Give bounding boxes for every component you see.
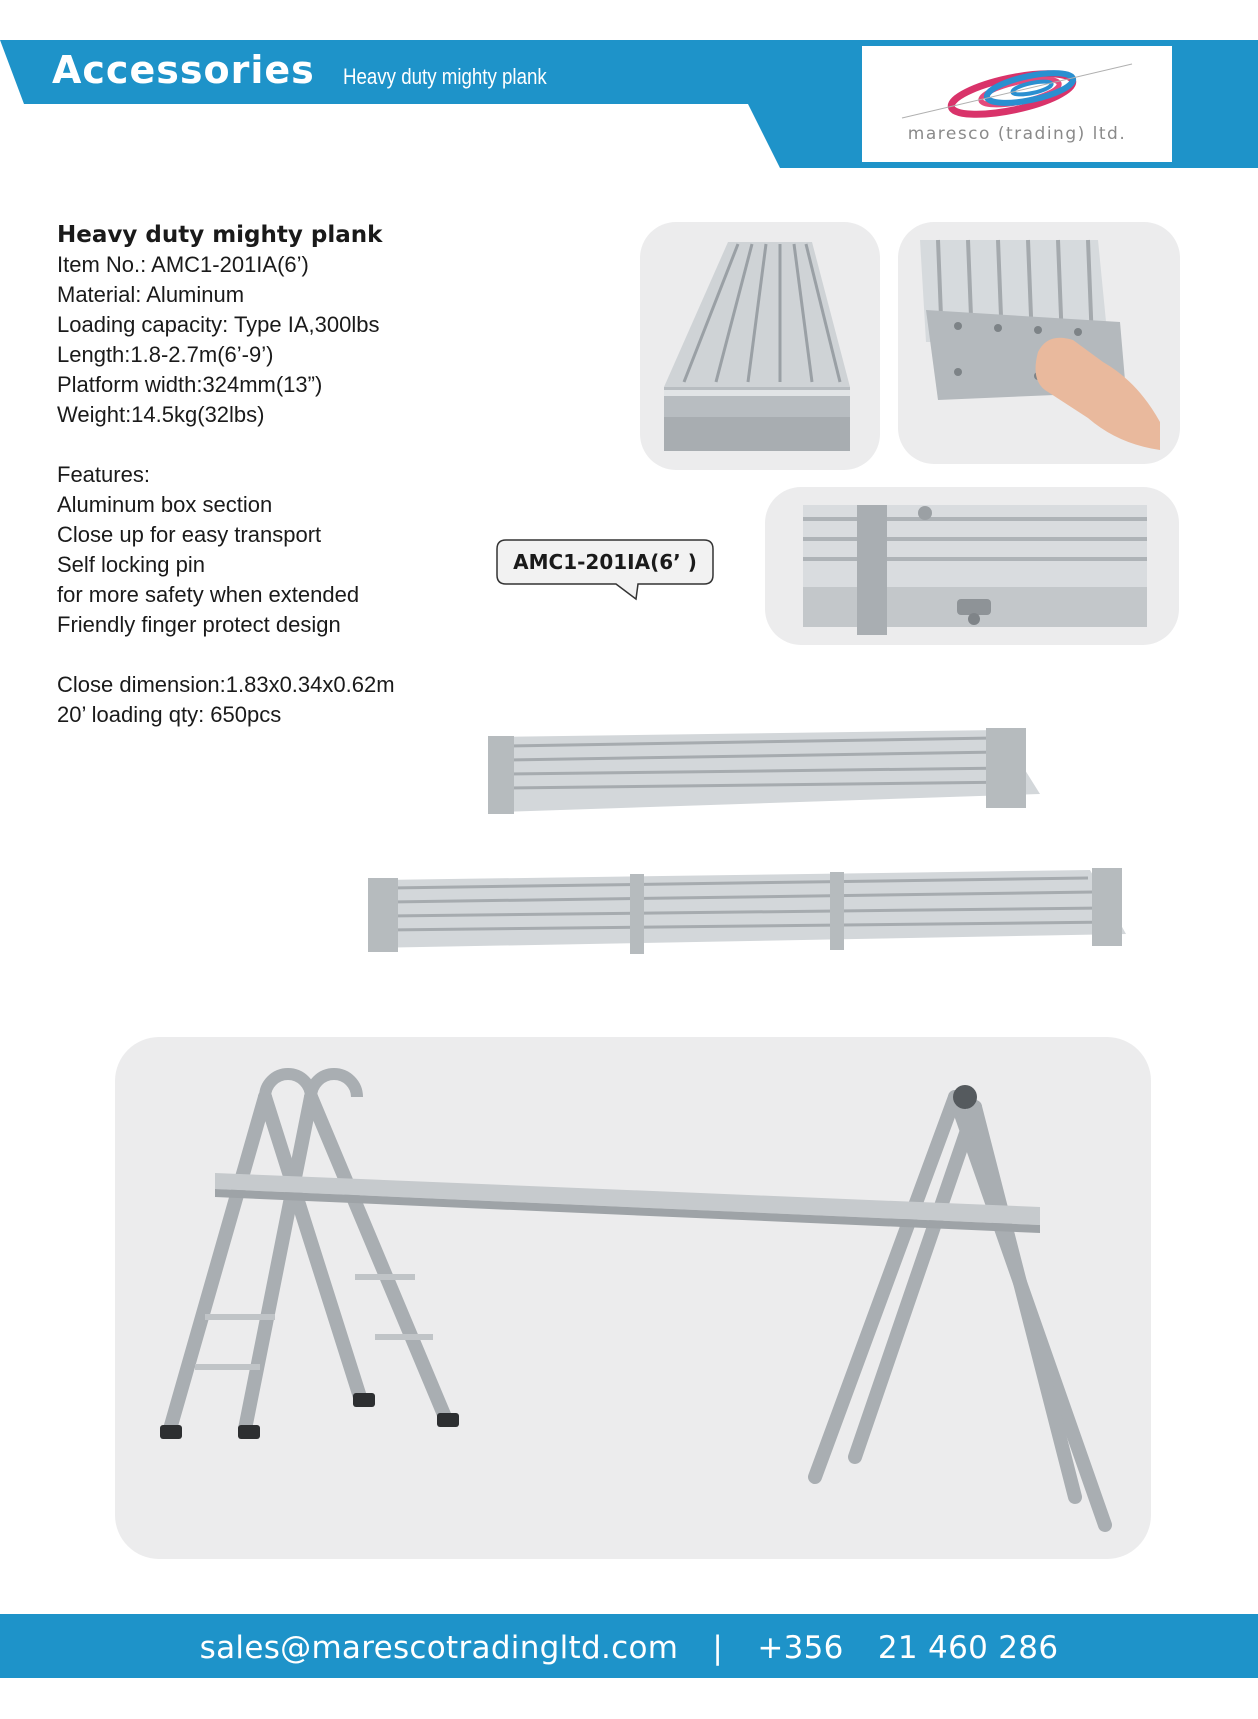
plank-top-illustration bbox=[640, 222, 880, 470]
spec-weight: Weight:14.5kg(32lbs) bbox=[57, 402, 265, 427]
page-subtitle: Heavy duty mighty plank bbox=[343, 64, 547, 89]
feature-item: Aluminum box section bbox=[57, 492, 273, 517]
feature-item: Close up for easy transport bbox=[57, 522, 322, 547]
spec-loading-capacity: Loading capacity: Type IA,300lbs bbox=[57, 312, 380, 337]
feature-item: Self locking pin bbox=[57, 552, 205, 577]
footer-email[interactable]: sales@marescotradingltd.com bbox=[199, 1630, 679, 1666]
feature-item: for more safety when extended bbox=[57, 582, 360, 607]
header-band bbox=[0, 0, 1258, 170]
swirl-logo-icon bbox=[862, 46, 1172, 162]
plank-closed-image bbox=[470, 722, 1045, 817]
product-specs bbox=[57, 222, 477, 730]
footer-contact bbox=[0, 1630, 1258, 1666]
company-logo bbox=[862, 46, 1172, 162]
ladders-scene-illustration bbox=[115, 1037, 1151, 1559]
product-name: Heavy duty mighty plank bbox=[57, 222, 383, 248]
footer-separator: | bbox=[712, 1630, 724, 1666]
finger-protect-illustration bbox=[898, 222, 1180, 464]
spec-length: Length:1.8-2.7m(6’-9’) bbox=[57, 342, 274, 367]
feature-item: Friendly finger protect design bbox=[57, 612, 341, 637]
photo-plank-top bbox=[640, 222, 880, 470]
footer-phone-number[interactable]: 21 460 286 bbox=[877, 1630, 1059, 1666]
logo-text: maresco (trading) ltd. bbox=[907, 124, 1127, 144]
photo-plank-on-ladders bbox=[115, 1037, 1151, 1559]
spec-item-no: Item No.: AMC1-201IA(6’) bbox=[57, 252, 309, 277]
spec-platform-width: Platform width:324mm(13”) bbox=[57, 372, 323, 397]
photo-locking-pin bbox=[765, 487, 1179, 645]
close-dimension: Close dimension:1.83x0.34x0.62m bbox=[57, 672, 395, 697]
plank-extended-image bbox=[360, 862, 1130, 957]
callout-label: AMC1-201IA(6’ ) bbox=[513, 550, 697, 574]
loading-qty: 20’ loading qty: 650pcs bbox=[57, 702, 282, 727]
locking-pin-illustration bbox=[765, 487, 1179, 645]
features-heading: Features: bbox=[57, 462, 150, 487]
spec-material: Material: Aluminum bbox=[57, 282, 245, 307]
photo-finger-protect bbox=[898, 222, 1180, 464]
page-title: Accessories bbox=[52, 48, 315, 92]
footer-phone-prefix[interactable]: +356 bbox=[757, 1630, 844, 1666]
